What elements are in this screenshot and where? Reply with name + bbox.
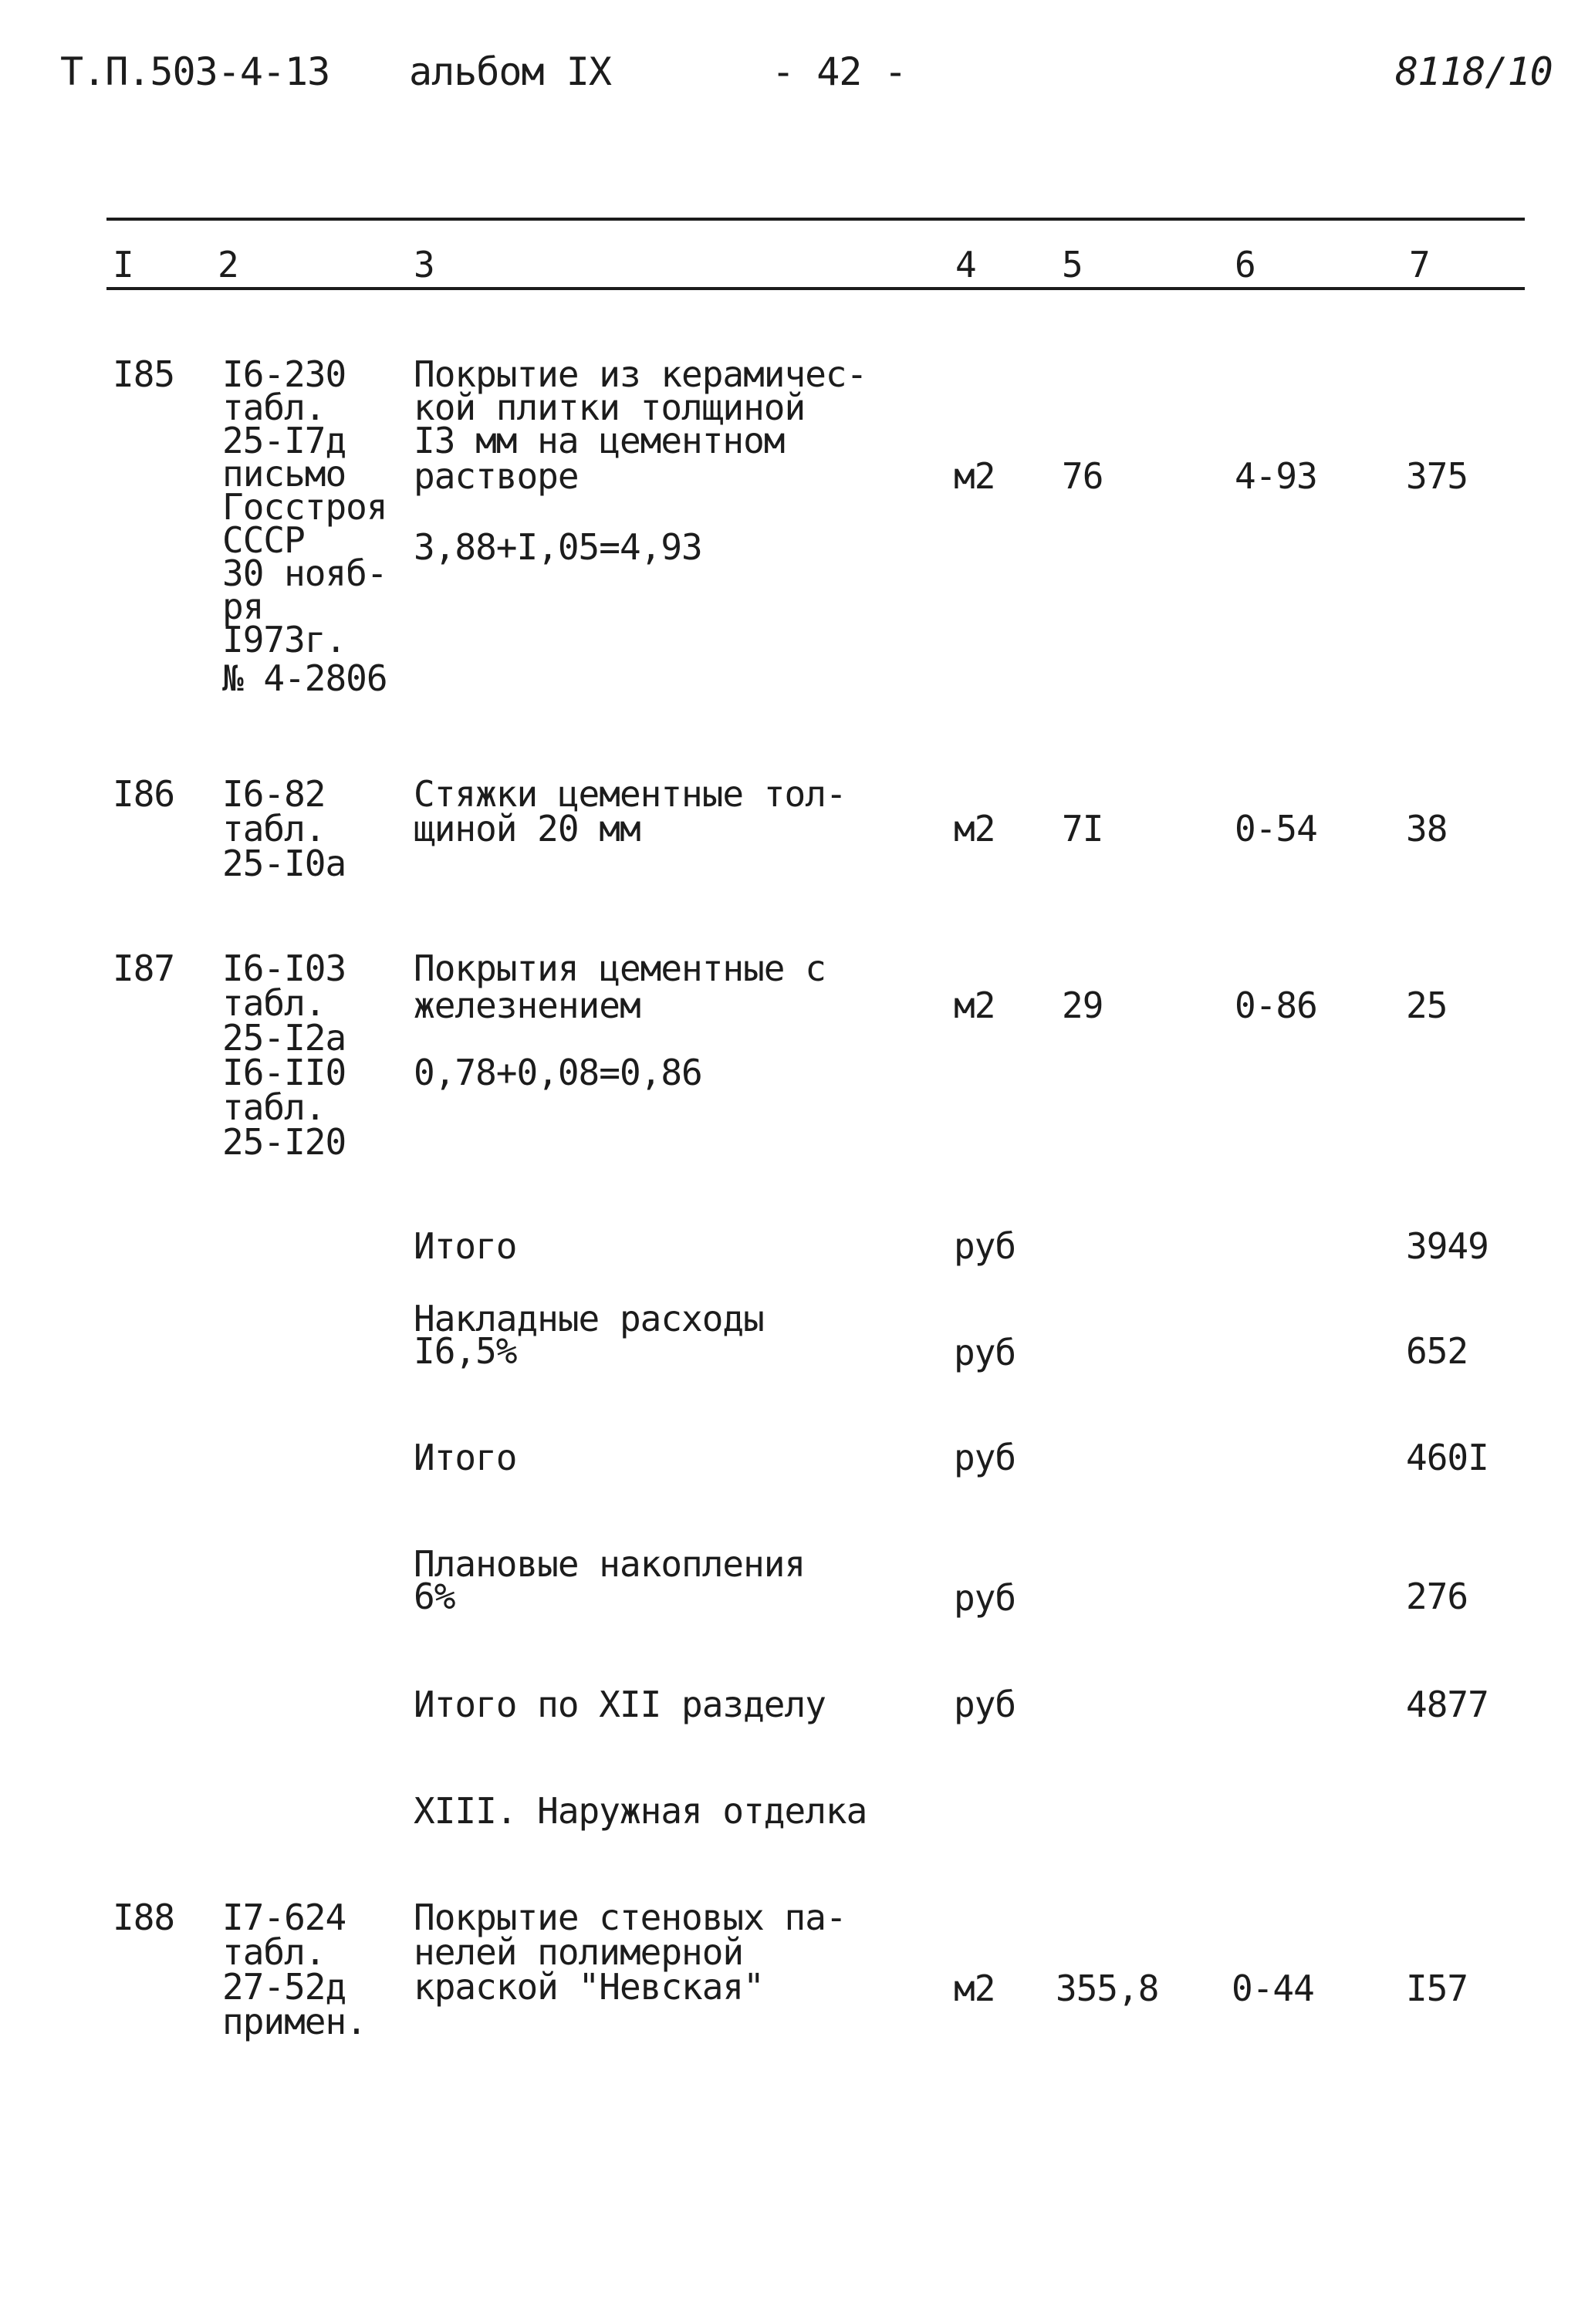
column-header-6: 6 <box>1235 244 1255 285</box>
norm-code-line: ря <box>222 586 264 627</box>
norm-code-line: табл. <box>222 1931 326 1973</box>
total-cost: 25 <box>1406 985 1448 1026</box>
summary-total: 3949 <box>1406 1225 1489 1267</box>
norm-code-line: I6-II0 <box>222 1052 346 1093</box>
row-number: I85 <box>113 353 175 395</box>
norm-code-line: СССР <box>222 519 305 561</box>
summary-unit: руб <box>954 1225 1016 1267</box>
page-number: - 42 - <box>772 49 907 94</box>
norm-code-line: I6-82 <box>222 773 326 815</box>
norm-code-line: 25-I2а <box>222 1017 346 1059</box>
table-top-rule <box>106 218 1525 221</box>
project-code: Т.П.503-4-13 <box>60 49 330 94</box>
norm-code-line: № 4-2806 <box>222 657 387 699</box>
unit-price: 0-54 <box>1235 808 1317 850</box>
summary-total: 460I <box>1406 1437 1489 1478</box>
row-number: I86 <box>113 773 175 815</box>
description-line: Покрытия цементные с <box>414 948 826 989</box>
description-line: Покрытие стеновых па- <box>414 1897 846 1938</box>
summary-total: 4877 <box>1406 1684 1489 1725</box>
norm-code-line: примен. <box>222 2001 367 2042</box>
row-number: I87 <box>113 948 175 989</box>
quantity: 7I <box>1062 808 1103 850</box>
summary-label: Итого <box>414 1225 517 1267</box>
norm-code-line: 30 нояб- <box>222 552 387 594</box>
norm-code-line: I973г. <box>222 619 346 660</box>
summary-unit: руб <box>954 1684 1016 1725</box>
unit: м2 <box>954 985 995 1026</box>
row-number: I88 <box>113 1897 175 1938</box>
unit-price: 0-44 <box>1232 1968 1314 2009</box>
unit: м2 <box>954 1968 995 2009</box>
column-header-5: 5 <box>1062 244 1083 285</box>
norm-code-line: I6-I03 <box>222 948 346 989</box>
description-line: I3 мм на цементном <box>414 420 785 461</box>
column-header-3: 3 <box>414 244 434 285</box>
description-line: Покрытие из керамичес- <box>414 353 867 395</box>
summary-label: Итого по XII разделу <box>414 1684 826 1725</box>
summary-label: Плановые накопления <box>414 1543 806 1585</box>
norm-code-line: 25-I7д <box>222 420 346 461</box>
norm-code-line: табл. <box>222 982 326 1024</box>
description-line: нелей полимерной <box>414 1931 744 1973</box>
total-cost: 375 <box>1406 455 1468 497</box>
norm-code-line: табл. <box>222 387 326 428</box>
summary-total: 276 <box>1406 1576 1468 1617</box>
summary-label: 6% <box>414 1576 455 1617</box>
total-cost: I57 <box>1406 1968 1468 2009</box>
summary-label: Накладные расходы <box>414 1298 764 1339</box>
quantity: 355,8 <box>1056 1968 1159 2009</box>
album-label: альбом IX <box>409 49 611 94</box>
section-title: XIII. Наружная отделка <box>414 1790 867 1832</box>
description-line: железнением <box>414 985 640 1026</box>
unit-price: 0-86 <box>1235 985 1317 1026</box>
quantity: 29 <box>1062 985 1103 1026</box>
unit: м2 <box>954 455 995 497</box>
description-line: щиной 20 мм <box>414 808 640 850</box>
norm-code-line: 25-I0а <box>222 843 346 884</box>
norm-code-line: табл. <box>222 808 326 850</box>
norm-code-line: I7-624 <box>222 1897 346 1938</box>
norm-code-line: табл. <box>222 1086 326 1128</box>
summary-unit: руб <box>954 1577 1016 1619</box>
calculation: 0,78+0,08=0,86 <box>414 1052 702 1093</box>
column-header-2: 2 <box>218 244 238 285</box>
quantity: 76 <box>1062 455 1103 497</box>
norm-code-line: письмо <box>222 453 346 495</box>
norm-code-line: I6-230 <box>222 353 346 395</box>
column-header-1: I <box>113 244 133 285</box>
total-cost: 38 <box>1406 808 1448 850</box>
description-line: растворе <box>414 455 579 497</box>
summary-label: Итого <box>414 1437 517 1478</box>
sheet-reference: 8118/10 <box>1395 49 1553 94</box>
norm-code-line: 27-52д <box>222 1966 346 2008</box>
summary-total: 652 <box>1406 1330 1468 1372</box>
norm-code-line: Госстроя <box>222 486 387 528</box>
summary-unit: руб <box>954 1332 1016 1373</box>
unit: м2 <box>954 808 995 850</box>
summary-unit: руб <box>954 1437 1016 1478</box>
norm-code-line: 25-I20 <box>222 1121 346 1163</box>
summary-label: I6,5% <box>414 1330 517 1372</box>
column-header-4: 4 <box>955 244 976 285</box>
unit-price: 4-93 <box>1235 455 1317 497</box>
description-line: краской "Невская" <box>414 1966 764 2008</box>
column-header-7: 7 <box>1409 244 1430 285</box>
description-line: кой плитки толщиной <box>414 387 806 428</box>
table-header-bottom-rule <box>106 287 1525 290</box>
description-line: Стяжки цементные тол- <box>414 773 846 815</box>
calculation: 3,88+I,05=4,93 <box>414 526 702 568</box>
